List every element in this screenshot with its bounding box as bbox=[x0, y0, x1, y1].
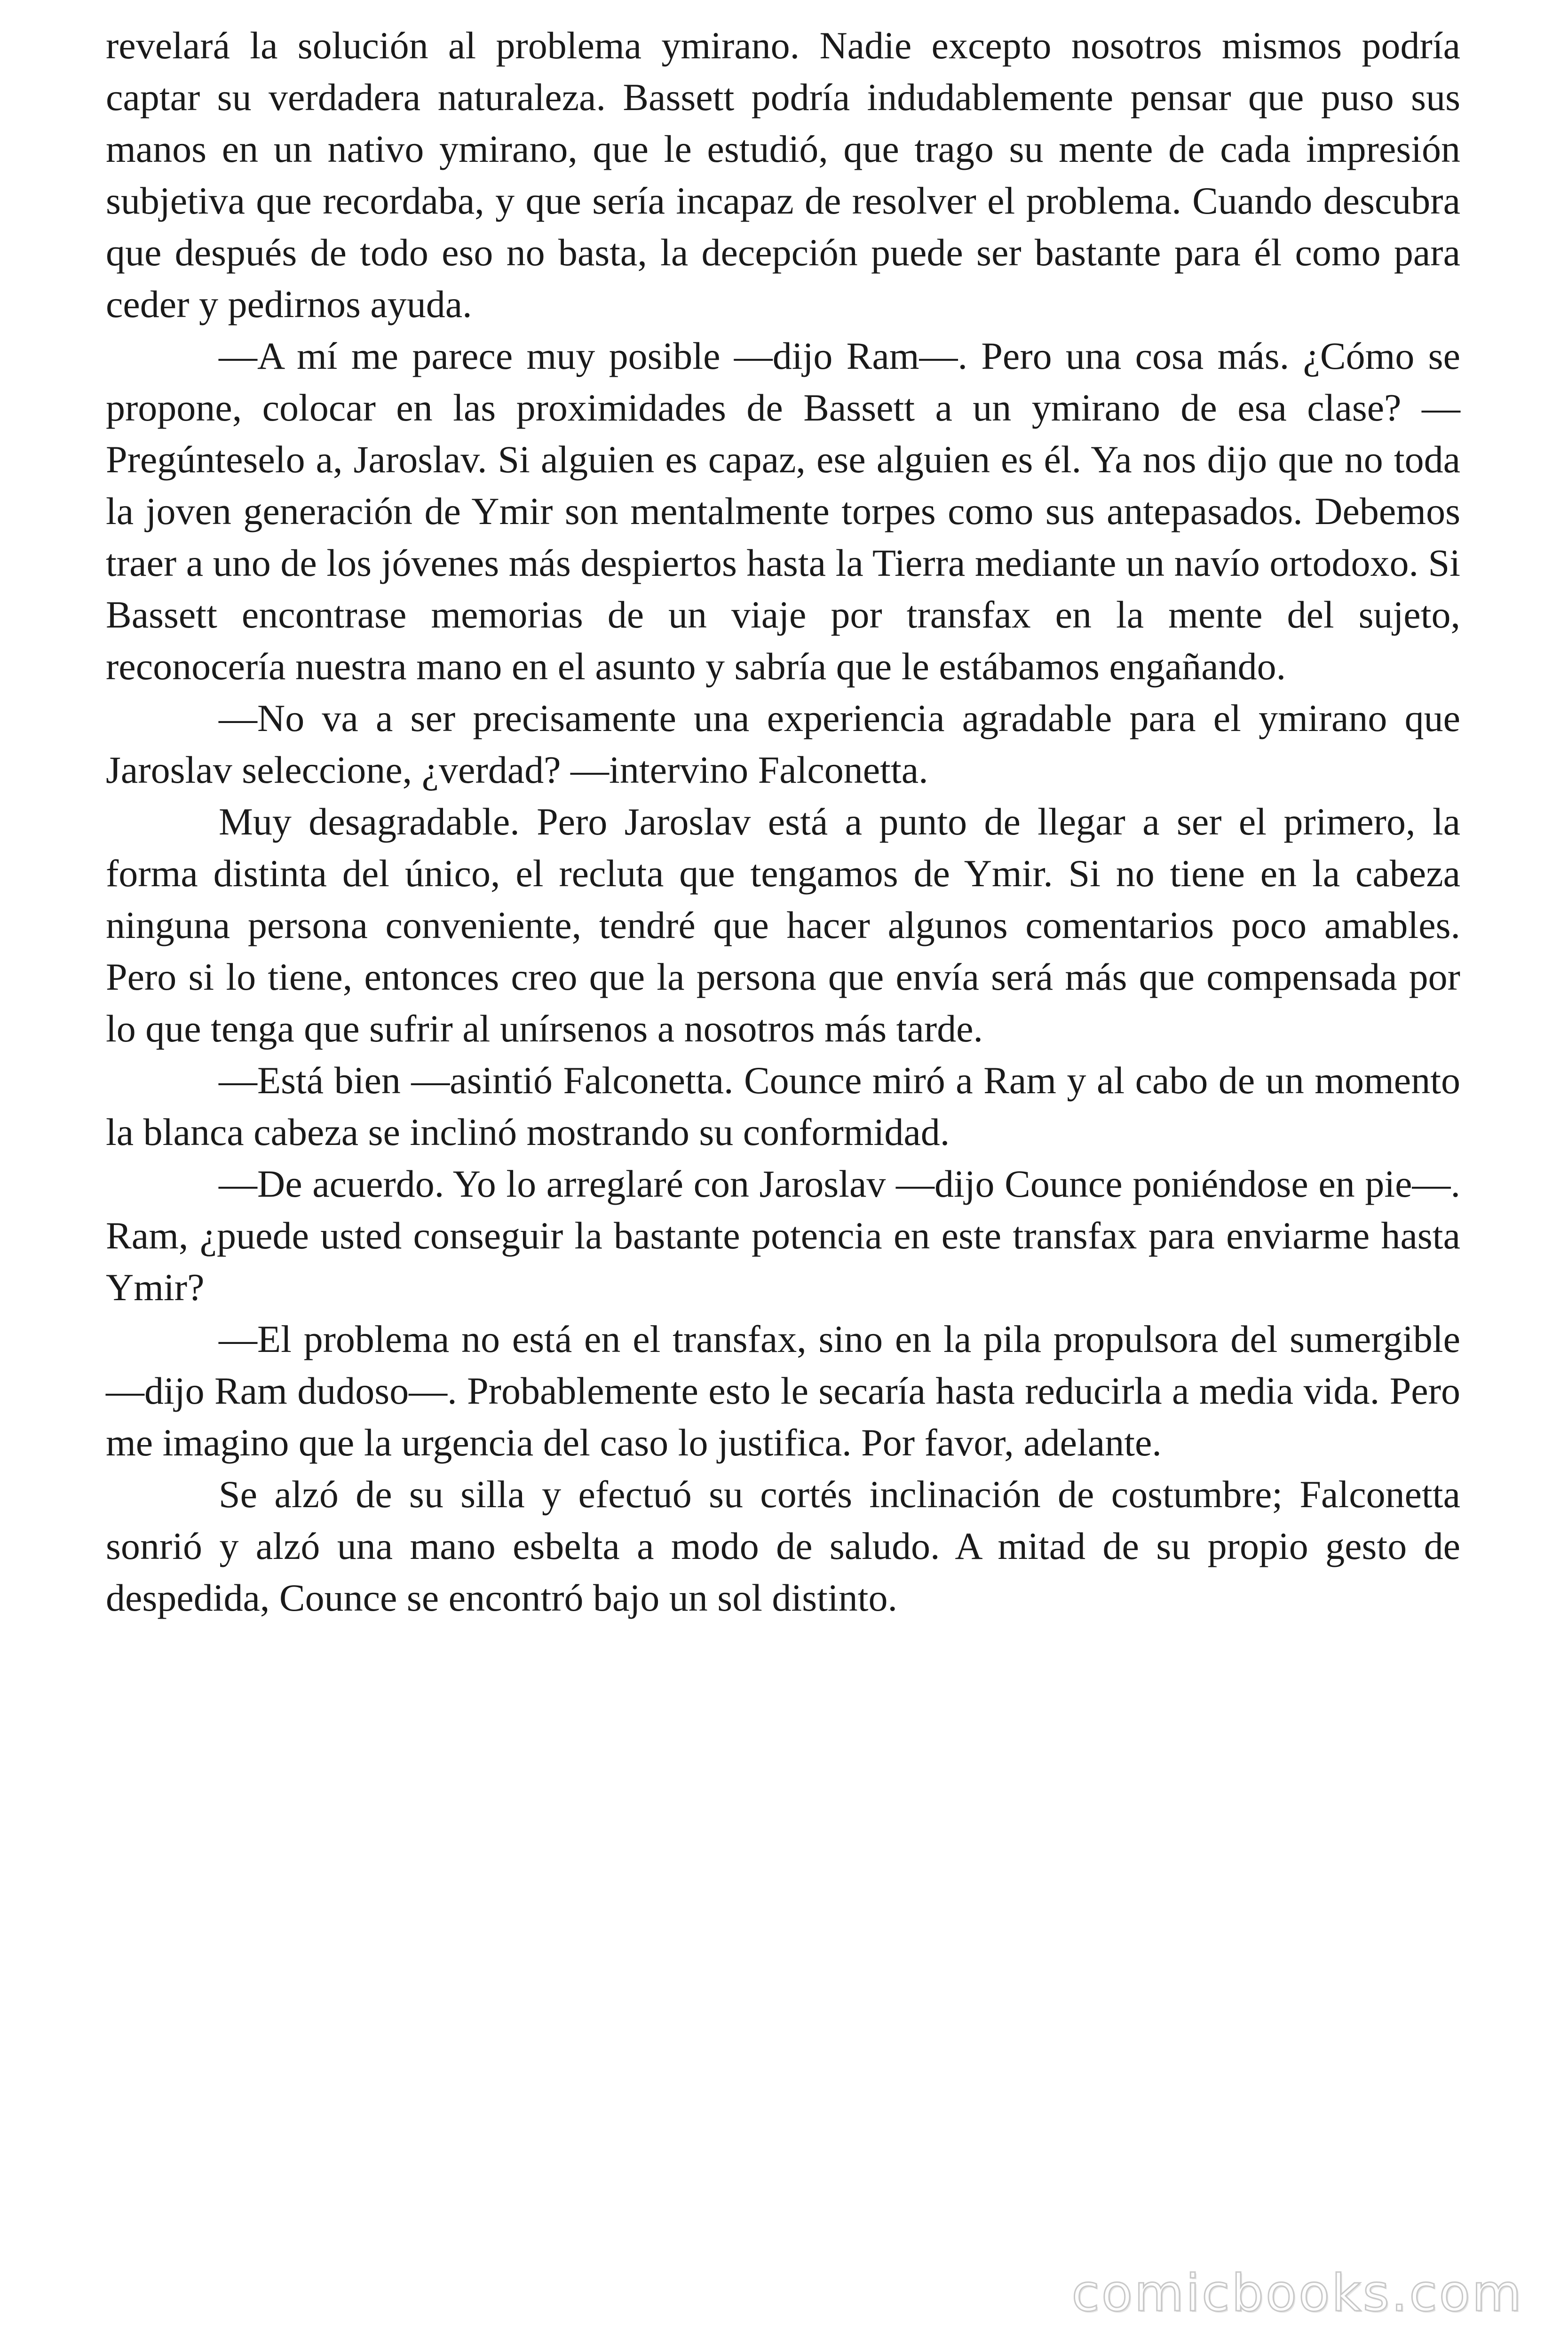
paragraph-2: —A mí me parece muy posible —dijo Ram—. Pero una cosa más. ¿Cómo se propone, colocar en las proximidades de Bassett a un ymirano de esa clase? —Pregúnteselo a, Jaroslav. Si alguien es capaz, ese alguien es él. Ya nos dijo que no toda la joven generación de Ymir son mentalmente torpes como sus antepasados. Debemos traer a uno de los jóvenes más despiertos hasta la Tierra mediante un navío ortodoxo. Si Bassett encontrase memorias de un viaje por transfax en la mente del sujeto, reconocería nuestra mano en el asunto y sabría que le estábamos engañando. bbox=[106, 334, 1460, 688]
paragraph-7: —El problema no está en el transfax, sino en la pila propulsora del sumergible —dijo Ram dudoso—. Probablemente esto le secaría hasta reducirla a media vida. Pero me imagino que la urgencia del caso lo justifica. Por favor, adelante. bbox=[106, 1318, 1460, 1464]
site-watermark: comicbooks.com bbox=[1071, 2264, 1523, 2323]
body-text bbox=[106, 20, 1460, 1624]
paragraph-1: revelará la solución al problema ymirano. Nadie excepto nosotros mismos podría captar su verdadera naturaleza. Bassett podría indudablemente pensar que puso sus manos en un nativo ymirano, que le estudió, que trago su mente de cada impresión subjetiva que recordaba, y que sería incapaz de resolver el problema. Cuando descubra que después de todo eso no basta, la decepción puede ser bastante para él como para ceder y pedirnos ayuda. bbox=[106, 24, 1460, 326]
paragraph-5: —Está bien —asintió Falconetta. Counce miró a Ram y al cabo de un momento la blanca cabeza se inclinó mostrando su conformidad. bbox=[106, 1059, 1460, 1153]
paragraph-6: —De acuerdo. Yo lo arreglaré con Jaroslav —dijo Counce poniéndose en pie—. Ram, ¿puede usted conseguir la bastante potencia en este transfax para enviarme hasta Ymir? bbox=[106, 1162, 1460, 1309]
paragraph-3: —No va a ser precisamente una experiencia agradable para el ymirano que Jaroslav seleccione, ¿verdad? —intervino Falconetta. bbox=[106, 697, 1460, 791]
paragraph-4: Muy desagradable. Pero Jaroslav está a punto de llegar a ser el primero, la forma distinta del único, el recluta que tengamos de Ymir. Si no tiene en la cabeza ninguna persona conveniente, tendré que hacer algunos comentarios poco amables. Pero si lo tiene, entonces creo que la persona que envía será más que compensada por lo que tenga que sufrir al unírsenos a nosotros más tarde. bbox=[106, 800, 1460, 1050]
paragraph-8: Se alzó de su silla y efectuó su cortés inclinación de costumbre; Falconetta sonrió y alzó una mano esbelta a modo de saludo. A mitad de su propio gesto de despedida, Counce se encontró bajo un sol distinto. bbox=[106, 1473, 1460, 1619]
